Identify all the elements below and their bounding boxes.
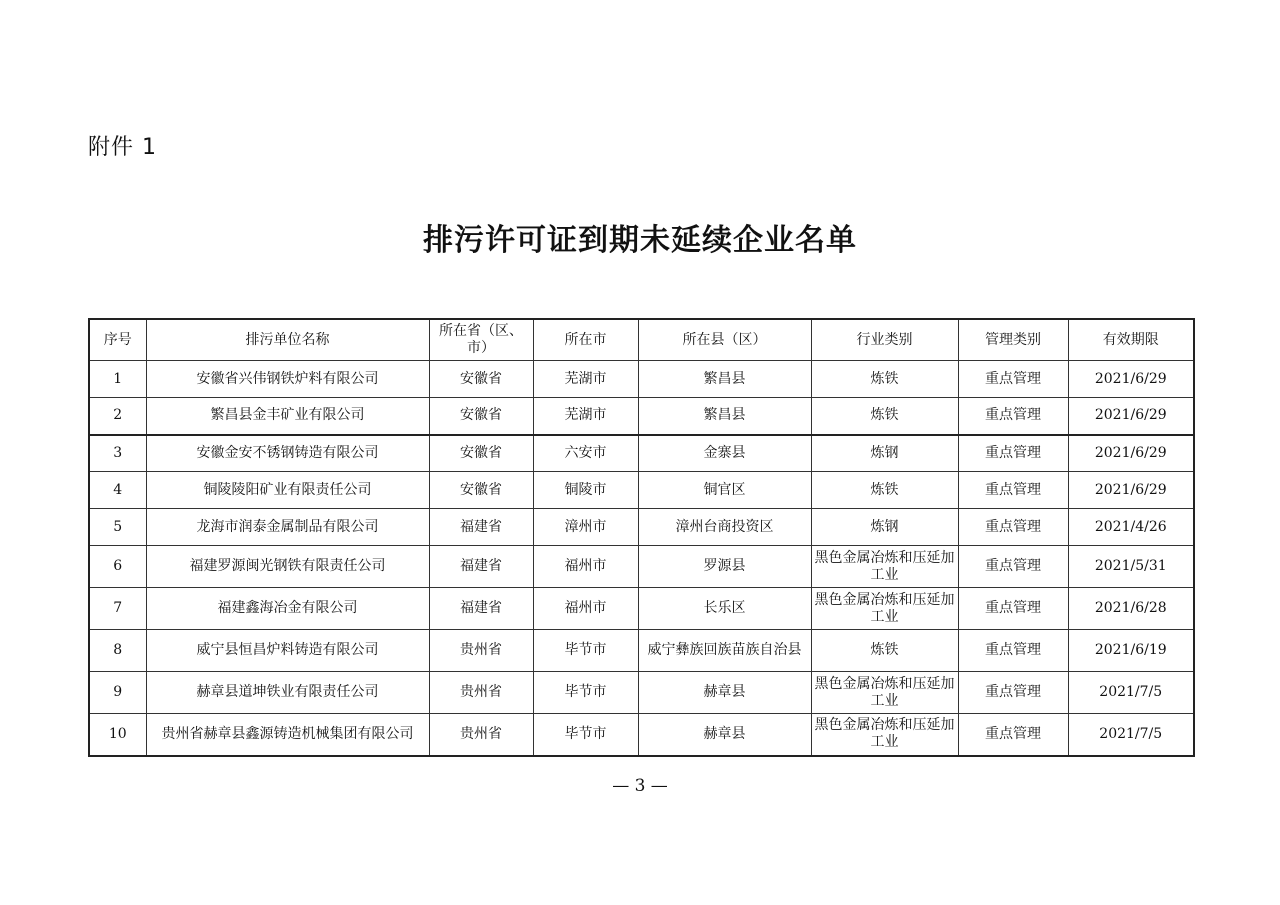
table-cell: 2021/6/29	[1068, 398, 1194, 435]
page-number: — 3 —	[612, 776, 668, 796]
table-row	[89, 509, 1194, 546]
table-cell: 福建罗源闽光钢铁有限责任公司	[146, 546, 429, 588]
table-cell: 黑色金属冶炼和压延加工业	[811, 714, 958, 756]
table-cell: 福州市	[533, 588, 638, 630]
table-row	[89, 588, 1194, 630]
table-cell: 2021/6/19	[1068, 630, 1194, 672]
table-cell: 福建省	[429, 588, 533, 630]
table-cell: 罗源县	[638, 546, 811, 588]
header-cell: 序号	[89, 319, 146, 361]
table-cell: 10	[89, 714, 146, 756]
table-cell: 炼铁	[811, 472, 958, 509]
table-cell: 重点管理	[958, 398, 1068, 435]
enterprise-table	[88, 318, 1195, 757]
table-cell: 炼钢	[811, 509, 958, 546]
table-cell: 威宁彝族回族苗族自治县	[638, 630, 811, 672]
table-cell: 毕节市	[533, 714, 638, 756]
table-cell: 福建省	[429, 509, 533, 546]
table-cell: 8	[89, 630, 146, 672]
table-cell: 2021/7/5	[1068, 714, 1194, 756]
table-cell: 9	[89, 672, 146, 714]
table-cell: 6	[89, 546, 146, 588]
table-cell: 重点管理	[958, 672, 1068, 714]
table-cell: 重点管理	[958, 509, 1068, 546]
table-cell: 贵州省赫章县鑫源铸造机械集团有限公司	[146, 714, 429, 756]
table-cell: 赫章县	[638, 714, 811, 756]
header-cell: 排污单位名称	[146, 319, 429, 361]
table-cell: 贵州省	[429, 630, 533, 672]
table-cell: 铜陵陵阳矿业有限责任公司	[146, 472, 429, 509]
table-cell: 重点管理	[958, 472, 1068, 509]
table-cell: 炼铁	[811, 630, 958, 672]
table-row	[89, 435, 1194, 472]
table-cell: 炼钢	[811, 435, 958, 472]
table-cell: 1	[89, 361, 146, 398]
table-cell: 金寨县	[638, 435, 811, 472]
table-cell: 安徽省	[429, 361, 533, 398]
header-cell: 所在省（区、市）	[429, 319, 533, 361]
table-cell: 漳州台商投资区	[638, 509, 811, 546]
table-row	[89, 398, 1194, 435]
table-cell: 2021/7/5	[1068, 672, 1194, 714]
table-cell: 繁昌县金丰矿业有限公司	[146, 398, 429, 435]
table-cell: 繁昌县	[638, 361, 811, 398]
table-row	[89, 472, 1194, 509]
table-cell: 2021/6/29	[1068, 361, 1194, 398]
table-cell: 2021/6/29	[1068, 472, 1194, 509]
table-cell: 赫章县道坤铁业有限责任公司	[146, 672, 429, 714]
table-cell: 福建省	[429, 546, 533, 588]
table-cell: 重点管理	[958, 361, 1068, 398]
table-cell: 炼铁	[811, 361, 958, 398]
table-cell: 福州市	[533, 546, 638, 588]
table-cell: 贵州省	[429, 672, 533, 714]
table-cell: 长乐区	[638, 588, 811, 630]
header-cell: 所在县（区）	[638, 319, 811, 361]
table-cell: 重点管理	[958, 546, 1068, 588]
document-title: 排污许可证到期未延续企业名单	[423, 223, 857, 258]
table-cell: 5	[89, 509, 146, 546]
table-cell: 炼铁	[811, 398, 958, 435]
table-cell: 2021/6/29	[1068, 435, 1194, 472]
table-cell: 毕节市	[533, 630, 638, 672]
table-cell: 芜湖市	[533, 361, 638, 398]
attachment-label: 附件 1	[88, 135, 157, 160]
table-cell: 漳州市	[533, 509, 638, 546]
table-cell: 重点管理	[958, 630, 1068, 672]
table-cell: 安徽省兴伟钢铁炉料有限公司	[146, 361, 429, 398]
table-cell: 安徽金安不锈钢铸造有限公司	[146, 435, 429, 472]
table-cell: 3	[89, 435, 146, 472]
table-cell: 黑色金属冶炼和压延加工业	[811, 672, 958, 714]
table-cell: 安徽省	[429, 472, 533, 509]
table-cell: 7	[89, 588, 146, 630]
table-cell: 铜官区	[638, 472, 811, 509]
table-header-row	[89, 319, 1194, 361]
table-cell: 龙海市润泰金属制品有限公司	[146, 509, 429, 546]
table-row	[89, 672, 1194, 714]
table-cell: 黑色金属冶炼和压延加工业	[811, 546, 958, 588]
header-cell: 所在市	[533, 319, 638, 361]
table-cell: 2021/4/26	[1068, 509, 1194, 546]
table-cell: 重点管理	[958, 588, 1068, 630]
table-cell: 福建鑫海冶金有限公司	[146, 588, 429, 630]
table-cell: 2	[89, 398, 146, 435]
table-cell: 4	[89, 472, 146, 509]
table-cell: 2021/5/31	[1068, 546, 1194, 588]
table-cell: 铜陵市	[533, 472, 638, 509]
table-cell: 黑色金属冶炼和压延加工业	[811, 588, 958, 630]
table-cell: 2021/6/28	[1068, 588, 1194, 630]
header-cell: 有效期限	[1068, 319, 1194, 361]
table-cell: 繁昌县	[638, 398, 811, 435]
table-cell: 重点管理	[958, 714, 1068, 756]
table-cell: 六安市	[533, 435, 638, 472]
table-cell: 贵州省	[429, 714, 533, 756]
table-cell: 安徽省	[429, 398, 533, 435]
header-cell: 行业类别	[811, 319, 958, 361]
header-cell: 管理类别	[958, 319, 1068, 361]
table-cell: 毕节市	[533, 672, 638, 714]
table-cell: 芜湖市	[533, 398, 638, 435]
table-row	[89, 714, 1194, 756]
table-row	[89, 546, 1194, 588]
table-row	[89, 361, 1194, 398]
table-cell: 赫章县	[638, 672, 811, 714]
table-cell: 威宁县恒昌炉料铸造有限公司	[146, 630, 429, 672]
table-row	[89, 630, 1194, 672]
table-cell: 重点管理	[958, 435, 1068, 472]
table-cell: 安徽省	[429, 435, 533, 472]
